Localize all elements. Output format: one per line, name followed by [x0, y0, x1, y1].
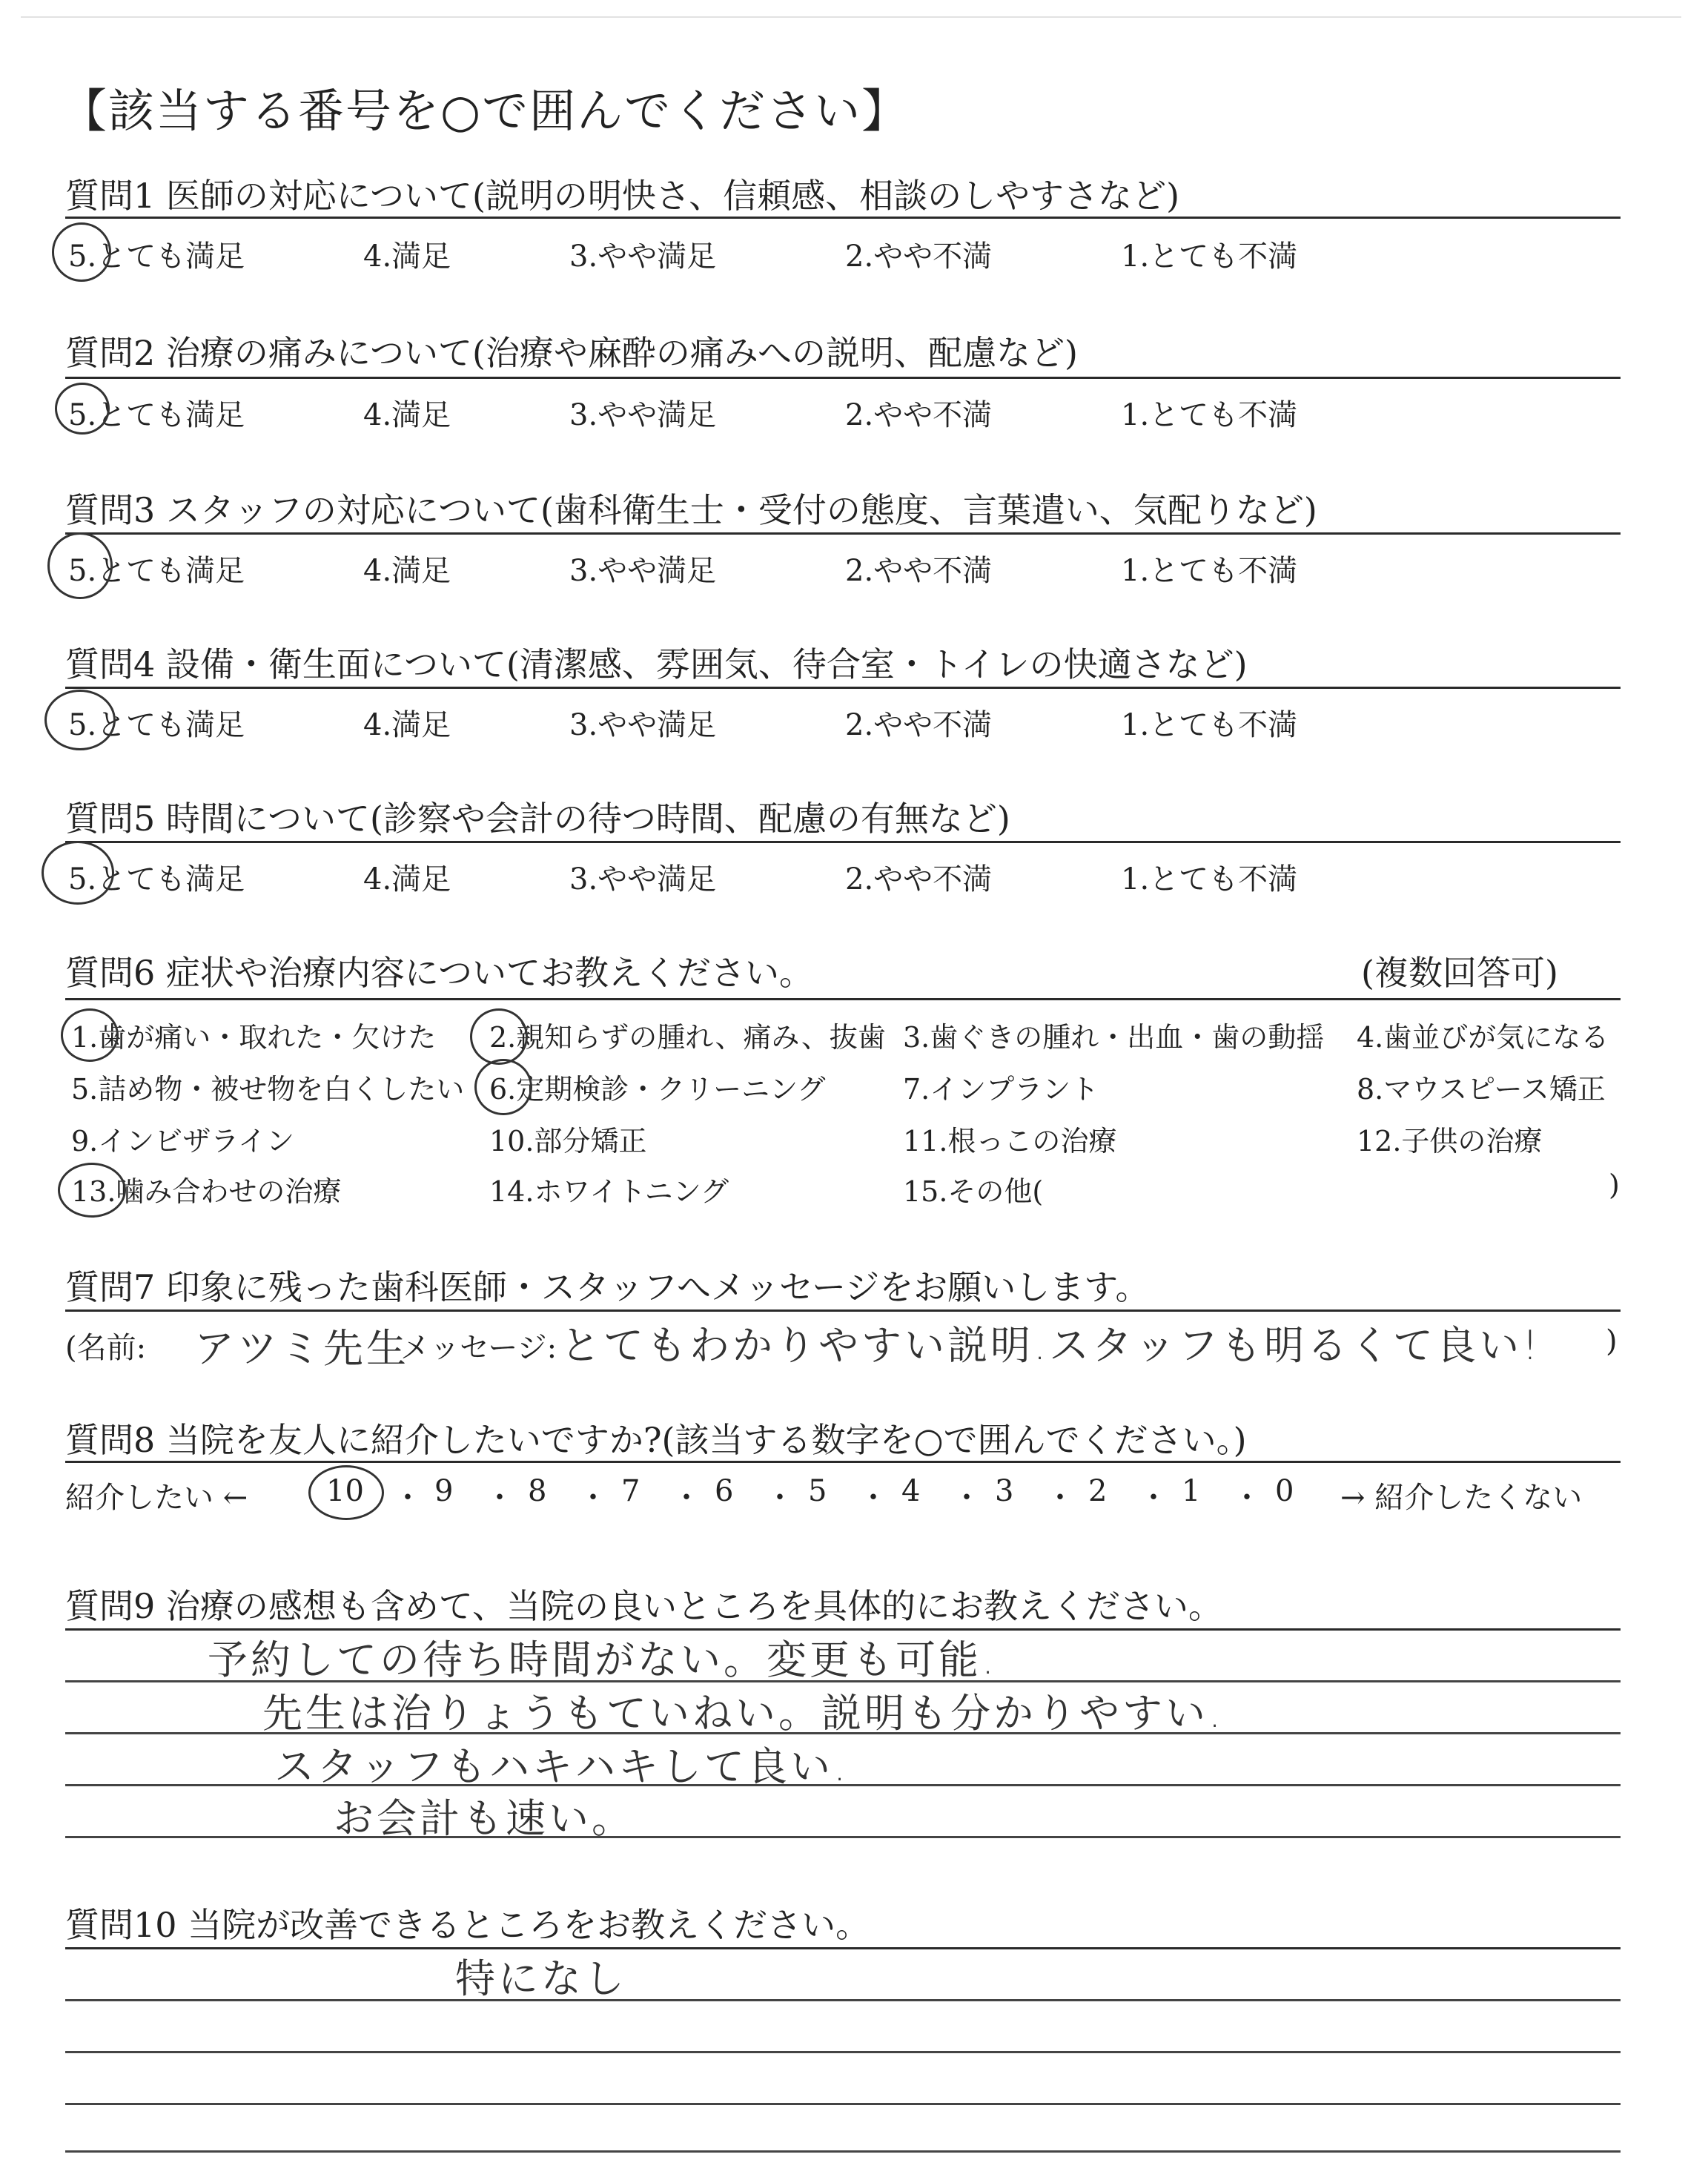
- scale-value[interactable]: 9: [434, 1474, 454, 1508]
- q5-option-4[interactable]: 4.満足: [363, 862, 451, 896]
- scale-dot: ・: [1045, 1481, 1075, 1515]
- q2-option-5[interactable]: 5.とても満足: [68, 398, 245, 432]
- q2-option-4[interactable]: 4.満足: [363, 398, 451, 432]
- q4-option-3[interactable]: 3.やや満足: [569, 708, 717, 742]
- answer-line: [65, 2150, 1621, 2153]
- scale-value[interactable]: 0: [1275, 1474, 1294, 1508]
- multiple-answer-note: (複数回答可): [1361, 953, 1558, 993]
- selection-circle-q6-1: [61, 1008, 119, 1062]
- divider: [65, 998, 1621, 1000]
- scale-right-label: → 紹介したくない: [1340, 1481, 1583, 1515]
- answer-line: [65, 2051, 1621, 2053]
- question-7-label: 質問7 印象に残った歯科医師・スタッフへメッセージをお願いします。: [65, 1267, 1150, 1307]
- scale-value[interactable]: 3: [995, 1474, 1014, 1508]
- handwritten-answer-line[interactable]: スタッフもハキハキして良い.: [274, 1743, 850, 1790]
- selection-circle-q6-6: [474, 1059, 532, 1115]
- scale-value[interactable]: 4: [901, 1474, 921, 1508]
- scale-dot: ・: [952, 1481, 982, 1515]
- scale-value[interactable]: 7: [621, 1474, 640, 1508]
- scale-value[interactable]: 6: [715, 1474, 734, 1508]
- q1-option-3[interactable]: 3.やや満足: [569, 240, 717, 274]
- scale-dot: ・: [485, 1481, 514, 1515]
- handwritten-answer-line[interactable]: お会計も速い。: [334, 1795, 635, 1842]
- q2-option-1[interactable]: 1.とても不満: [1121, 398, 1298, 432]
- handwritten-message[interactable]: とてもわかりやすい説明.スタッフも明るくて良い!: [560, 1322, 1541, 1369]
- q6-item[interactable]: 14.ホワイトニング: [489, 1175, 729, 1208]
- q5-option-2[interactable]: 2.やや不満: [845, 862, 993, 896]
- divider: [65, 217, 1621, 219]
- divider: [65, 377, 1621, 379]
- q3-option-1[interactable]: 1.とても不満: [1121, 554, 1298, 588]
- selection-circle-q4: [44, 690, 116, 750]
- q3-option-4[interactable]: 4.満足: [363, 554, 451, 588]
- top-border: [21, 16, 1681, 18]
- q6-item[interactable]: 15.その他(: [903, 1175, 1044, 1208]
- q4-option-1[interactable]: 1.とても不満: [1121, 708, 1298, 742]
- name-prefix: (名前:: [65, 1331, 147, 1365]
- question-10-label: 質問10 当院が改善できるところをお教えください。: [65, 1905, 870, 1945]
- selection-circle-q1: [52, 222, 111, 282]
- scale-dot: ・: [578, 1481, 608, 1515]
- q6-item[interactable]: 6.定期検診・クリーニング: [489, 1073, 826, 1106]
- q5-option-3[interactable]: 3.やや満足: [569, 862, 717, 896]
- handwritten-name[interactable]: アツミ先生: [194, 1325, 409, 1372]
- q6-item[interactable]: 9.インビザライン: [71, 1125, 295, 1157]
- selection-circle-q8: [308, 1465, 384, 1520]
- selection-circle-q5: [42, 841, 114, 905]
- scale-dot: ・: [672, 1481, 701, 1515]
- other-close-paren: ): [1609, 1169, 1620, 1201]
- q4-option-5[interactable]: 5.とても満足: [68, 708, 245, 742]
- q3-option-5[interactable]: 5.とても満足: [68, 554, 245, 588]
- q5-option-5[interactable]: 5.とても満足: [68, 862, 245, 896]
- scale-dot: ・: [393, 1481, 423, 1515]
- question-2-label: 質問2 治療の痛みについて(治療や麻酔の痛みへの説明、配慮など): [65, 333, 1078, 373]
- selection-circle-q2: [55, 383, 110, 435]
- q6-item[interactable]: 10.部分矯正: [489, 1125, 647, 1157]
- q6-item[interactable]: 3.歯ぐきの腫れ・出血・歯の動揺: [903, 1021, 1325, 1054]
- q1-option-5[interactable]: 5.とても満足: [68, 240, 245, 274]
- page-title: 【該当する番号を○で囲んでください】: [61, 84, 910, 138]
- divider: [65, 1309, 1621, 1312]
- handwritten-answer-line[interactable]: 予約しての待ち時間がない。変更も可能.: [208, 1636, 998, 1683]
- question-8-label: 質問8 当院を友人に紹介したいですか?(該当する数字を○で囲んでください。): [65, 1420, 1247, 1460]
- q6-item[interactable]: 4.歯並びが気になる: [1357, 1021, 1609, 1054]
- message-prefix: メッセージ:: [400, 1331, 557, 1365]
- q1-option-1[interactable]: 1.とても不満: [1121, 240, 1298, 274]
- divider: [65, 532, 1621, 535]
- question-3-label: 質問3 スタッフの対応について(歯科衛生士・受付の態度、言葉遣い、気配りなど): [65, 490, 1317, 530]
- q2-option-2[interactable]: 2.やや不満: [845, 398, 993, 432]
- divider: [65, 687, 1621, 689]
- question-5-label: 質問5 時間について(診察や会計の待つ時間、配慮の有無など): [65, 799, 1010, 839]
- q6-item[interactable]: 5.詰め物・被せ物を白くしたい: [71, 1073, 465, 1106]
- handwritten-answer-line[interactable]: 特になし: [455, 1955, 627, 2002]
- scale-value[interactable]: 8: [528, 1474, 547, 1508]
- q4-option-2[interactable]: 2.やや不満: [845, 708, 993, 742]
- question-1-label: 質問1 医師の対応について(説明の明快さ、信頼感、相談のしやすさなど): [65, 176, 1180, 216]
- q1-option-2[interactable]: 2.やや不満: [845, 240, 993, 274]
- selection-circle-q3: [47, 532, 113, 599]
- selection-circle-q6-2: [470, 1008, 528, 1065]
- scale-dot: ・: [1139, 1481, 1168, 1515]
- q6-item[interactable]: 8.マウスピース矯正: [1357, 1073, 1606, 1106]
- q6-item[interactable]: 7.インプラント: [903, 1073, 1099, 1106]
- scale-dot: ・: [765, 1481, 795, 1515]
- q5-option-1[interactable]: 1.とても不満: [1121, 862, 1298, 896]
- scale-value[interactable]: 10: [326, 1474, 364, 1508]
- scale-value[interactable]: 2: [1088, 1474, 1108, 1508]
- divider: [65, 841, 1621, 843]
- divider: [65, 1461, 1621, 1463]
- scale-value[interactable]: 5: [808, 1474, 827, 1508]
- q6-item[interactable]: 2.親知らずの腫れ、痛み、抜歯: [489, 1021, 886, 1054]
- question-4-label: 質問4 設備・衛生面について(清潔感、雰囲気、待合室・トイレの快適さなど): [65, 644, 1248, 684]
- q2-option-3[interactable]: 3.やや満足: [569, 398, 717, 432]
- answer-line: [65, 2103, 1621, 2105]
- question-6-label: 質問6 症状や治療内容についてお教えください。: [65, 953, 813, 993]
- divider: [65, 1947, 1621, 1949]
- q3-option-2[interactable]: 2.やや不満: [845, 554, 993, 588]
- q6-item[interactable]: 12.子供の治療: [1357, 1125, 1543, 1157]
- q6-item[interactable]: 13.噛み合わせの治療: [71, 1175, 342, 1208]
- scale-dot: ・: [858, 1481, 888, 1515]
- answer-line: [65, 1999, 1621, 2001]
- scale-left-label: 紹介したい ←: [65, 1481, 248, 1515]
- scale-dot: ・: [1232, 1481, 1262, 1515]
- question-9-label: 質問9 治療の感想も含めて、当院の良いところを具体的にお教えください。: [65, 1586, 1222, 1626]
- q1-option-4[interactable]: 4.満足: [363, 240, 451, 274]
- q3-option-3[interactable]: 3.やや満足: [569, 554, 717, 588]
- answer-line: [65, 1836, 1621, 1838]
- selection-circle-q6-13: [58, 1163, 126, 1218]
- handwritten-answer-line[interactable]: 先生は治りょうもていねい。説明も分かりやすい.: [262, 1690, 1225, 1737]
- scale-value[interactable]: 1: [1182, 1474, 1201, 1508]
- q6-item[interactable]: 1.歯が痛い・取れた・欠けた: [71, 1021, 437, 1054]
- message-close-paren: ): [1606, 1324, 1618, 1358]
- q6-item[interactable]: 11.根っこの治療: [903, 1125, 1117, 1157]
- q4-option-4[interactable]: 4.満足: [363, 708, 451, 742]
